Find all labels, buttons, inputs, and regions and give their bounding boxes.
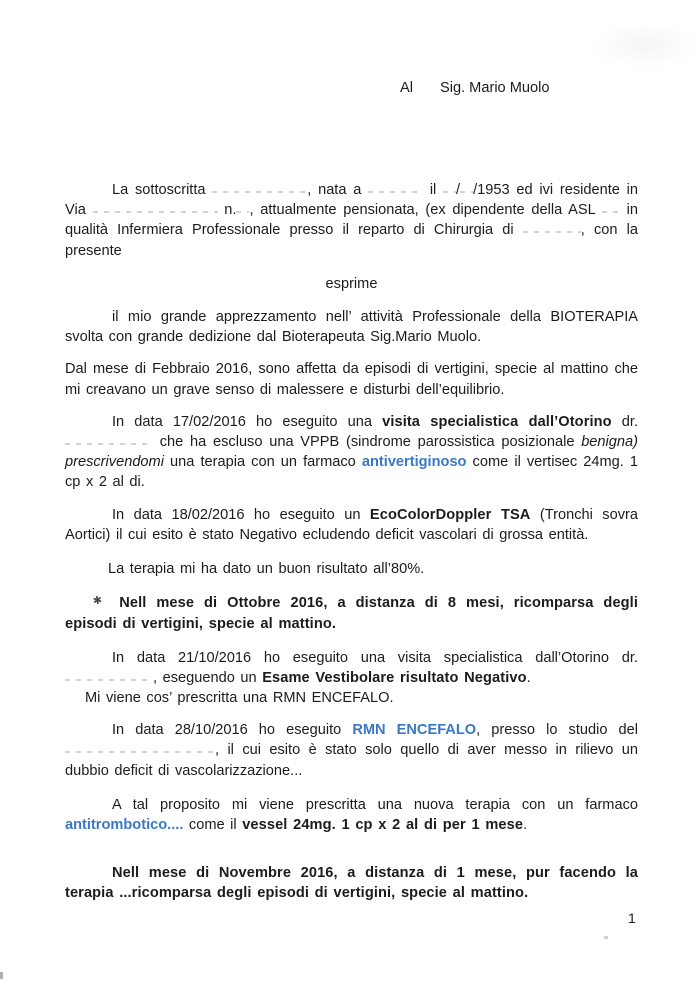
recipient-name: Sig. Mario Muolo [439,80,550,96]
redacted-text [460,184,473,194]
text-segment: , il cui esito è stato solo quello di aver messo in rilievo un dubbio deficit di vascolarizzazione... [65,742,638,779]
paragraph [65,593,638,634]
redacted-text [236,204,249,214]
text-segment: In data 17/02/2016 ho eseguito una [112,413,383,430]
redacted-text [443,184,456,194]
text-segment: visita specialistica dall’Otorino [382,413,612,430]
text-segment: In data 18/02/2016 ho eseguito un [112,506,370,523]
text-segment: In data 21/10/2016 ho eseguito una visita specialistica dall’Otorino dr. [112,649,638,666]
paragraph [65,688,638,708]
document-body [65,180,638,904]
redacted-text [368,184,423,194]
text-segment: come il vertisec 24mg. 1 cp x 2 al di. [65,454,638,491]
text-segment: come il [183,817,243,834]
text-segment: Dal mese di Febbraio 2016, sono affetta da episodi di vertigini, specie al mattino che mi creavano un grave senso di malessere e disturbi dell’equilibrio. [65,361,638,398]
text-segment: La sottoscritta [112,182,213,198]
redacted-text [93,204,218,214]
paragraph [65,180,638,261]
text-segment: Esame Vestibolare risultato Negativo [262,669,527,686]
text-segment: vessel 24mg. 1 cp x 2 al di per 1 mese [242,817,524,834]
paragraph [65,412,638,493]
paragraph [65,863,638,903]
redacted-text [65,744,215,754]
text-segment: che ha escluso una VPPB (sindrome parossistica posizionale [153,434,582,451]
text-segment: / [456,182,461,198]
text-segment: La terapia mi ha dato un buon risultato all’80%. [108,561,425,578]
text-segment: , eseguendo un [153,669,263,686]
text-segment: il [423,182,444,198]
page-number: 1 [628,910,636,926]
text-segment: in qualità Infermiera Professionale presso il reparto di Chirurgia di [65,202,638,239]
text-segment: antivertiginoso [361,454,467,471]
text-segment: n. [217,202,237,219]
redacted-text [65,436,153,446]
text-segment: benigna) prescrivendomi [65,434,638,471]
paragraph [65,648,638,688]
redacted-text [602,204,620,214]
scan-speck [0,972,3,979]
paragraph [65,795,638,835]
paragraph [65,307,638,347]
text-segment: Nell mese di Ottobre 2016, a distanza di 8 mesi, ricomparsa degli episodi di vertigini, specie al mattino. [65,595,638,633]
paragraph [65,720,638,781]
text-segment: una terapia con un farmaco [163,454,362,471]
text-segment: , attualmente pensionata, (ex dipendente della ASL [249,202,602,219]
text-segment: . [526,669,531,686]
text-segment: esprime [325,275,378,292]
text-segment: Mi viene cos’ prescritta una RMN ENCEFALO. [85,690,394,707]
redacted-text [212,184,307,194]
text-segment: , con la presente [65,222,638,259]
paragraph [65,359,638,399]
text-segment: . [523,817,528,834]
paragraph [65,274,638,294]
text-segment: /1953 ed ivi residente in Via [65,182,638,219]
text-segment: RMN ENCEFALO [352,722,477,739]
scan-speck [604,936,608,939]
text-segment: A tal proposito mi viene prescritta una nuova terapia con un farmaco [112,796,638,813]
text-segment: In data 28/10/2016 ho eseguito [112,722,353,739]
text-segment: dr. [611,413,639,430]
text-segment: , nata a [307,182,369,198]
paragraph [65,559,638,579]
recipient-line [65,78,638,98]
text-segment: Nell mese di Novembre 2016, a distanza di 1 mese, pur facendo la terapia ...ricomparsa degli episodi di vertigini, specie al mattino. [65,865,638,902]
text-segment: (Tronchi sovra Aortici) il cui esito è stato Negativo ecludendo deficit vascolari di grossa entità. [65,506,638,543]
text-segment: il mio grande apprezzamento nell’ attività Professionale della BIOTERAPIA svolta con grande dedizione dal Bioterapeuta Sig.Mario Muolo. [65,309,638,346]
document-content [65,0,638,904]
text-segment: , presso lo studio del [476,722,638,739]
redacted-text [65,672,153,682]
paragraph [65,505,638,545]
text-segment: antitrombotico.... [65,817,184,834]
recipient-to: Al [400,80,413,96]
redacted-text [523,224,581,234]
text-segment: EcoColorDoppler TSA [369,506,531,523]
annotation-mark: ✱ [92,594,103,608]
